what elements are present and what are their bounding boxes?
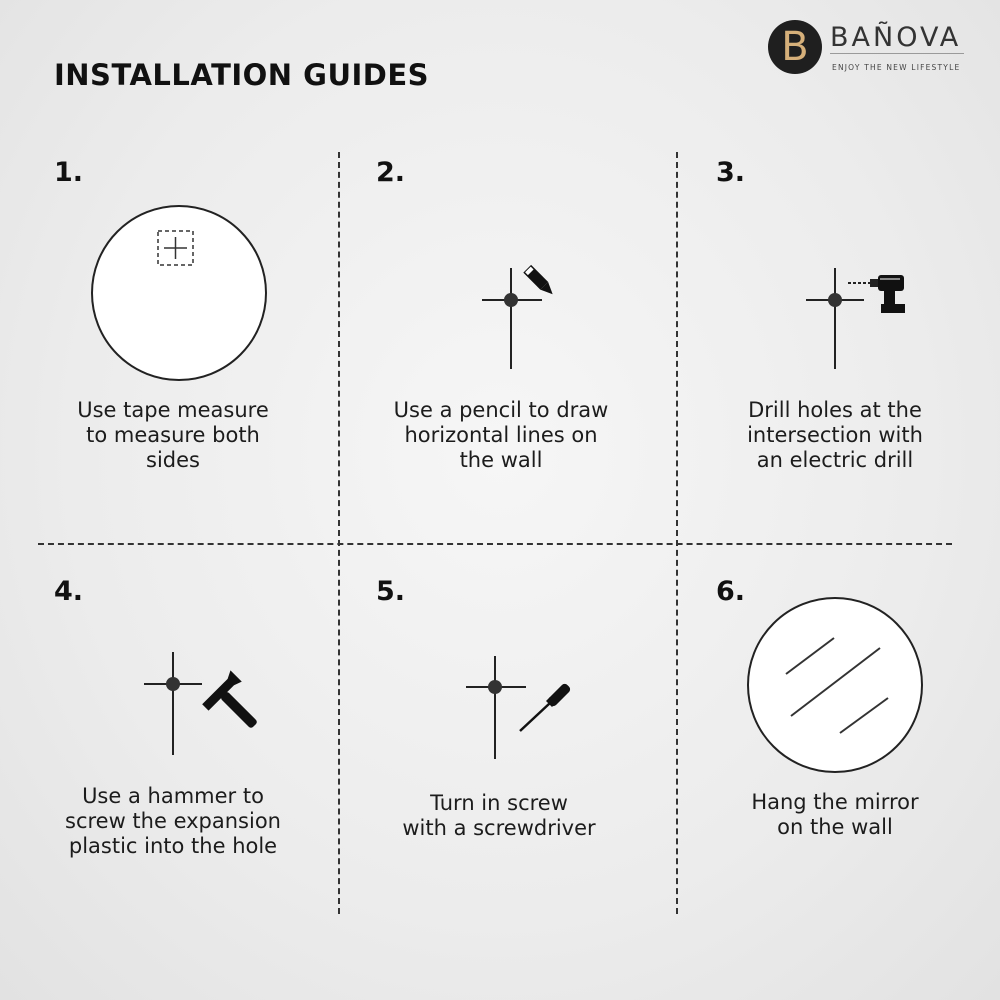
pencil-icon: [520, 258, 562, 300]
brand-name: BAÑOVA: [830, 22, 962, 53]
screwdriver-icon: [516, 676, 578, 734]
brand-logo: [768, 20, 978, 80]
brand-tagline: ENJOY THE NEW LIFESTYLE: [832, 63, 961, 72]
step-number-5: 5.: [376, 576, 406, 607]
step-number-3: 3.: [716, 157, 746, 188]
divider-vertical-left: [338, 152, 340, 914]
divider-horizontal: [38, 543, 952, 545]
step-text-3: Drill holes at the intersection with an electric drill: [747, 398, 923, 472]
step-number-1: 1.: [54, 157, 84, 188]
drill-icon: [848, 270, 910, 316]
step-number-2: 2.: [376, 157, 406, 188]
crosshair-mark-icon: [142, 652, 204, 756]
step-text-6: Hang the mirror on the wall: [751, 790, 919, 839]
step-text-2: Use a pencil to draw horizontal lines on the wall: [393, 398, 609, 472]
step-number-4: 4.: [54, 576, 84, 607]
divider-vertical-right: [676, 152, 678, 914]
step-text-5: Turn in screw with a screwdriver: [402, 791, 596, 840]
mirror-icon: [746, 596, 924, 774]
hammer-icon: [204, 676, 264, 734]
step-text-1: Use tape measure to measure both sides: [77, 398, 269, 472]
logo-letter: B: [781, 24, 809, 70]
mirror-with-mark-icon: [90, 204, 268, 382]
page-title: INSTALLATION GUIDES: [54, 58, 430, 92]
step-number-6: 6.: [716, 576, 746, 607]
logo-divider: [830, 53, 964, 54]
step-text-4: Use a hammer to screw the expansion plastic into the hole: [65, 784, 281, 858]
